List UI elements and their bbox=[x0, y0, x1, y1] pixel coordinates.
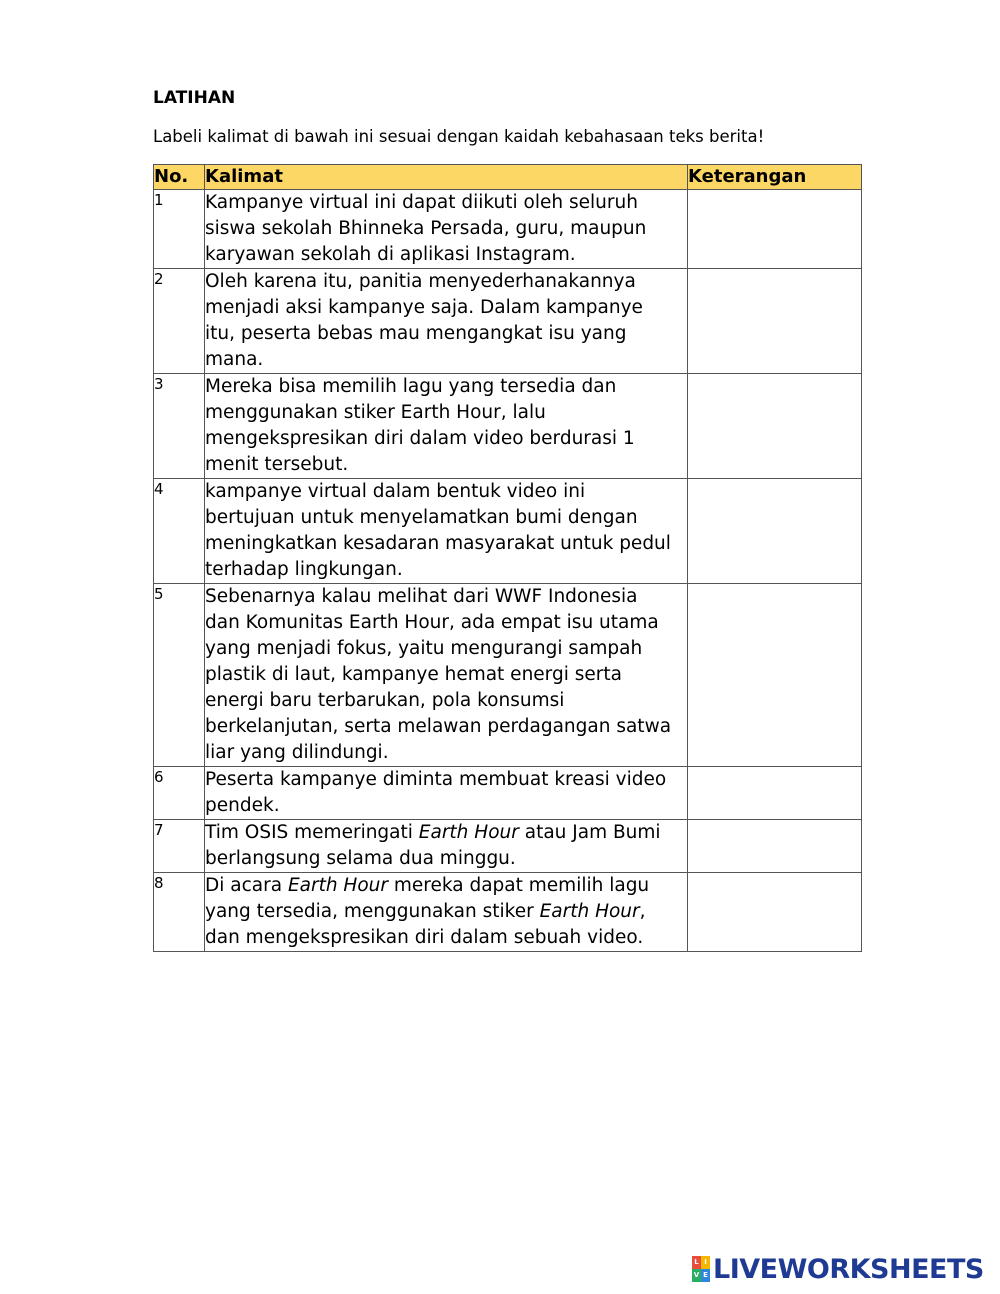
row-number: 4 bbox=[154, 479, 205, 584]
text-segment: menit tersebut. bbox=[205, 454, 349, 475]
instruction-text: Labeli kalimat di bawah ini sesuai dengan kaidah kebahasaan teks berita! bbox=[153, 127, 765, 146]
exercise-table bbox=[153, 164, 862, 952]
sentence-line bbox=[205, 557, 687, 583]
keterangan-answer-cell[interactable] bbox=[688, 820, 862, 873]
sentence-cell bbox=[205, 767, 688, 820]
sentence-line bbox=[205, 662, 687, 688]
table-row bbox=[154, 873, 862, 952]
italic-term: Earth Hour bbox=[418, 822, 519, 843]
text-segment: dan Komunitas Earth Hour, ada empat isu utama bbox=[205, 612, 659, 633]
sentence-line bbox=[205, 505, 687, 531]
sentence-line bbox=[205, 531, 687, 557]
header-no: No. bbox=[154, 165, 205, 190]
row-number: 2 bbox=[154, 269, 205, 374]
table-body bbox=[154, 190, 862, 952]
row-number: 7 bbox=[154, 820, 205, 873]
table-row bbox=[154, 479, 862, 584]
sentence-line bbox=[205, 873, 687, 899]
sentence-line bbox=[205, 820, 687, 846]
text-segment: energi baru terbarukan, pola konsumsi bbox=[205, 690, 565, 711]
logo-icon-letter: L bbox=[692, 1256, 701, 1269]
keterangan-answer-cell[interactable] bbox=[688, 873, 862, 952]
text-segment: dan mengekspresikan diri dalam sebuah video. bbox=[205, 927, 644, 948]
logo-icon-letter: E bbox=[701, 1269, 710, 1282]
keterangan-answer-cell[interactable] bbox=[688, 767, 862, 820]
text-segment: plastik di laut, kampanye hemat energi serta bbox=[205, 664, 622, 685]
header-keterangan: Keterangan bbox=[688, 165, 862, 190]
row-number: 6 bbox=[154, 767, 205, 820]
logo-text: LIVEWORKSHEETS bbox=[713, 1253, 984, 1285]
logo-icon-letter: V bbox=[692, 1269, 701, 1282]
sentence-line bbox=[205, 295, 687, 321]
sentence-line bbox=[205, 899, 687, 925]
text-segment: pendek. bbox=[205, 795, 280, 816]
sentence-line bbox=[205, 479, 687, 505]
sentence-line bbox=[205, 242, 687, 268]
sentence-cell bbox=[205, 584, 688, 767]
text-segment: mereka dapat memilih lagu bbox=[388, 875, 650, 896]
table-row bbox=[154, 190, 862, 269]
sentence-cell bbox=[205, 479, 688, 584]
text-segment: Peserta kampanye diminta membuat kreasi video bbox=[205, 769, 667, 790]
text-segment: mengekspresikan diri dalam video berdurasi 1 bbox=[205, 428, 635, 449]
row-number: 3 bbox=[154, 374, 205, 479]
text-segment: Mereka bisa memilih lagu yang tersedia dan bbox=[205, 376, 617, 397]
sentence-line bbox=[205, 688, 687, 714]
text-segment: karyawan sekolah di aplikasi Instagram. bbox=[205, 244, 576, 265]
sentence-line bbox=[205, 767, 687, 793]
text-segment: Sebenarnya kalau melihat dari WWF Indonesia bbox=[205, 586, 638, 607]
table-row bbox=[154, 584, 862, 767]
sentence-line bbox=[205, 190, 687, 216]
text-segment: mana. bbox=[205, 349, 264, 370]
sentence-line bbox=[205, 925, 687, 951]
text-segment: Oleh karena itu, panitia menyederhanakannya bbox=[205, 271, 636, 292]
table-row bbox=[154, 820, 862, 873]
sentence-line bbox=[205, 636, 687, 662]
text-segment: siswa sekolah Bhinneka Persada, guru, maupun bbox=[205, 218, 647, 239]
keterangan-answer-cell[interactable] bbox=[688, 190, 862, 269]
text-segment: yang menjadi fokus, yaitu mengurangi sampah bbox=[205, 638, 643, 659]
table-row bbox=[154, 269, 862, 374]
sentence-cell bbox=[205, 269, 688, 374]
sentence-line bbox=[205, 610, 687, 636]
sentence-cell bbox=[205, 190, 688, 269]
italic-term: Earth Hour bbox=[287, 875, 388, 896]
table-row bbox=[154, 767, 862, 820]
keterangan-answer-cell[interactable] bbox=[688, 374, 862, 479]
keterangan-answer-cell[interactable] bbox=[688, 269, 862, 374]
sentence-line bbox=[205, 584, 687, 610]
text-segment: , bbox=[639, 901, 646, 922]
text-segment: itu, peserta bebas mau mengangkat isu yang bbox=[205, 323, 627, 344]
text-segment: berlangsung selama dua minggu. bbox=[205, 848, 516, 869]
row-number: 8 bbox=[154, 873, 205, 952]
sentence-line bbox=[205, 374, 687, 400]
sentence-line bbox=[205, 347, 687, 373]
table-header-row bbox=[154, 165, 862, 190]
header-kalimat: Kalimat bbox=[205, 165, 688, 190]
text-segment: atau Jam Bumi bbox=[518, 822, 661, 843]
text-segment: meningkatkan kesadaran masyarakat untuk pedul bbox=[205, 533, 671, 554]
table-row bbox=[154, 374, 862, 479]
text-segment: menjadi aksi kampanye saja. Dalam kampanye bbox=[205, 297, 643, 318]
text-segment: kampanye virtual dalam bentuk video ini bbox=[205, 481, 586, 502]
sentence-line bbox=[205, 426, 687, 452]
sentence-line bbox=[205, 793, 687, 819]
text-segment: Di acara bbox=[205, 875, 288, 896]
row-number: 1 bbox=[154, 190, 205, 269]
italic-term: Earth Hour bbox=[539, 901, 640, 922]
liveworksheets-logo bbox=[692, 1253, 984, 1285]
sentence-cell bbox=[205, 374, 688, 479]
sentence-line bbox=[205, 216, 687, 242]
sentence-line bbox=[205, 400, 687, 426]
logo-icon bbox=[692, 1256, 710, 1282]
sentence-line bbox=[205, 321, 687, 347]
sentence-line bbox=[205, 846, 687, 872]
keterangan-answer-cell[interactable] bbox=[688, 479, 862, 584]
text-segment: Tim OSIS memeringati bbox=[205, 822, 419, 843]
text-segment: berkelanjutan, serta melawan perdagangan satwa bbox=[205, 716, 672, 737]
keterangan-answer-cell[interactable] bbox=[688, 584, 862, 767]
sentence-line bbox=[205, 714, 687, 740]
text-segment: bertujuan untuk menyelamatkan bumi dengan bbox=[205, 507, 638, 528]
sentence-cell bbox=[205, 873, 688, 952]
text-segment: menggunakan stiker Earth Hour, lalu bbox=[205, 402, 546, 423]
sentence-line bbox=[205, 269, 687, 295]
worksheet-title: LATIHAN bbox=[153, 88, 236, 108]
row-number: 5 bbox=[154, 584, 205, 767]
text-segment: Kampanye virtual ini dapat diikuti oleh seluruh bbox=[205, 192, 638, 213]
text-segment: terhadap lingkungan. bbox=[205, 559, 403, 580]
text-segment: liar yang dilindungi. bbox=[205, 742, 389, 763]
logo-icon-letter: I bbox=[701, 1256, 710, 1269]
sentence-cell bbox=[205, 820, 688, 873]
sentence-line bbox=[205, 452, 687, 478]
text-segment: yang tersedia, menggunakan stiker bbox=[205, 901, 540, 922]
sentence-line bbox=[205, 740, 687, 766]
